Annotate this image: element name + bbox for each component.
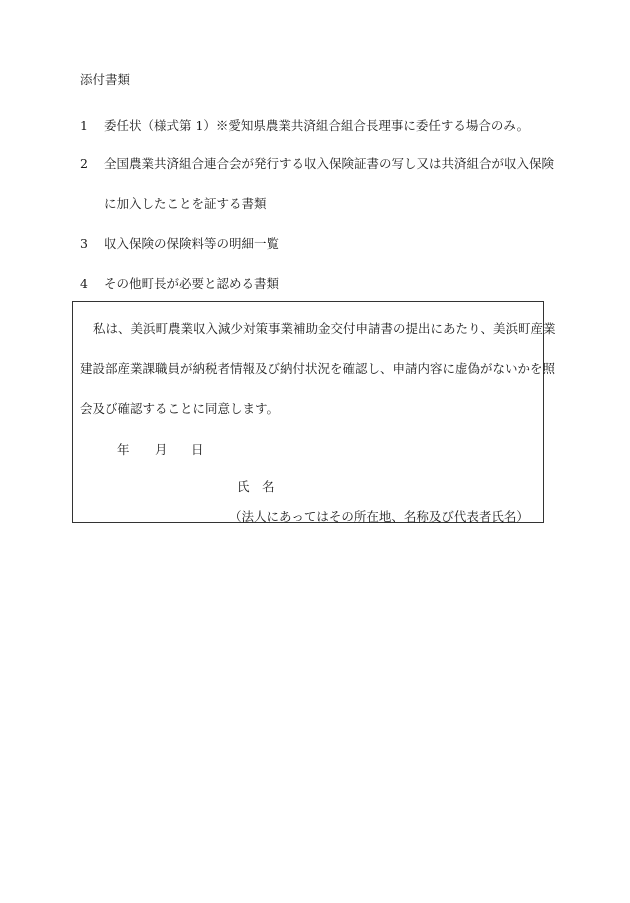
date-month-label: 月 bbox=[155, 442, 168, 457]
attachment-item-2-continuation: に加入したことを証する書類 bbox=[104, 196, 267, 211]
name-label: 氏 名 bbox=[237, 479, 275, 494]
attachment-item-4 bbox=[80, 274, 279, 292]
item-number: 1 bbox=[80, 118, 88, 133]
consent-text-line-1: 私は、美浜町農業収入減少対策事業補助金交付申請書の提出にあたり、美浜町産業 bbox=[93, 321, 556, 336]
attachments-heading: 添付書類 bbox=[80, 72, 131, 87]
consent-text-line-3: 会及び確認することに同意します。 bbox=[80, 401, 280, 416]
item-text: その他町長が必要と認める書類 bbox=[104, 276, 280, 291]
attachment-item-3 bbox=[80, 234, 279, 252]
name-note: （法人にあってはその所在地、名称及び代表者氏名） bbox=[229, 509, 529, 524]
date-day-label: 日 bbox=[191, 442, 204, 457]
item-number: 4 bbox=[80, 276, 88, 291]
item-number: 2 bbox=[80, 156, 88, 171]
attachment-item-2 bbox=[80, 154, 554, 172]
consent-text-line-2: 建設部産業課職員が納税者情報及び納付状況を確認し、申請内容に虚偽がないかを照 bbox=[80, 361, 556, 376]
consent-box bbox=[72, 301, 556, 524]
item-text: 全国農業共済組合連合会が発行する収入保険証書の写し又は共済組合が収入保険 bbox=[104, 156, 555, 171]
item-text: 委任状（様式第 1）※愛知県農業共済組合組合長理事に委任する場合のみ。 bbox=[104, 118, 530, 133]
date-year-label: 年 bbox=[117, 442, 130, 457]
attachment-item-1 bbox=[80, 116, 529, 134]
item-text: 収入保険の保険料等の明細一覧 bbox=[104, 236, 280, 251]
item-number: 3 bbox=[80, 236, 88, 251]
